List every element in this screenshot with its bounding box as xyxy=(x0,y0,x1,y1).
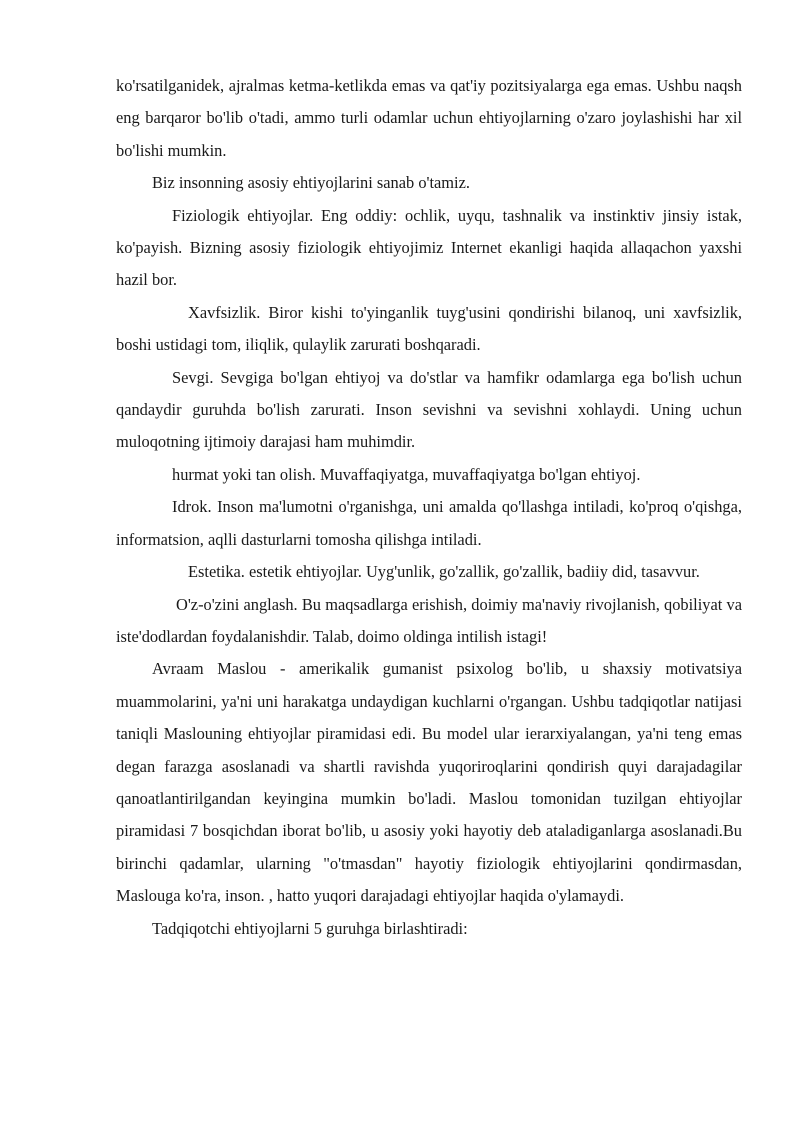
paragraph-five-groups: Tadqiqotchi ehtiyojlarni 5 guruhga birlashtiradi: xyxy=(152,918,468,938)
paragraph-physiological-needs: Fiziologik ehtiyojlar. Eng oddiy: ochlik, uyqu, tashnalik va instinktiv jinsiy istak, ko'payish. Bizning asosiy fiziologik ehtiyojimiz Internet ekanligi haqida allaqachon yaxshi hazil bor. xyxy=(116,205,742,290)
paragraph-self-actualization: O'z-o'zini anglash. Bu maqsadlarga erishish, doimiy ma'naviy rivojlanish, qobiliyat va iste'dodlardan foydalanishdir. Talab, doimo oldinga intilish istagi! xyxy=(116,594,742,646)
paragraph-needs-list-intro: Biz insonning asosiy ehtiyojlarini sanab o'tamiz. xyxy=(152,173,470,193)
paragraph-respect: hurmat yoki tan olish. Muvaffaqiyatga, muvaffaqiyatga bo'lgan ehtiyoj. xyxy=(172,464,641,484)
paragraph-maslow: Avraam Maslou - amerikalik gumanist psixolog bo'lib, u shaxsiy motivatsiya muammolarini, ya'ni uni harakatga undaydigan kuchlarni o'rgangan. Ushbu tadqiqotlar natijasi taniqli Maslouning ehtiyojlar piramidasi edi. Bu model ular ierarxiyalangan, ya'ni teng emas degan farazga asoslanadi va shartli ravishda yuqoriroqlarini qondirish quyi darajadagilar qanoatlantirilgandan keyingina mumkin bo'ladi. Maslou tomonidan tuzilgan ehtiyojlar piramidasi 7 bosqichdan iborat bo'lib, u asosiy yoki hayotiy deb ataladiganlarga asoslanadi.Bu birinchi qadamlar, ularning "o'tmasdan" hayotiy fiziologik ehtiyojlarini qondirmasdan, Maslouga ko'ra, inson. , hatto yuqori darajadagi ehtiyojlar haqida o'ylamaydi. xyxy=(116,659,742,906)
paragraph-aesthetics: Estetika. estetik ehtiyojlar. Uyg'unlik, go'zallik, go'zallik, badiiy did, tasavvur. xyxy=(188,562,700,582)
paragraph-love: Sevgi. Sevgiga bo'lgan ehtiyoj va do'stlar va hamfikr odamlarga ega bo'lish uchun qandaydir guruhda bo'lish zarurati. Inson sevishni va sevishni xohlaydi. Uning uchun muloqotning ijtimoiy darajasi ham muhimdir. xyxy=(116,367,742,452)
document-page xyxy=(116,70,742,945)
paragraph-cognition: Idrok. Inson ma'lumotni o'rganishga, uni amalda qo'llashga intiladi, ko'proq o'qishga, informatsion, aqlli dasturlarni tomosha qilishga intiladi. xyxy=(116,497,742,549)
paragraph-safety: Xavfsizlik. Biror kishi to'yinganlik tuyg'usini qondirishi bilanoq, uni xavfsizlik, boshi ustidagi tom, iliqlik, qulaylik zarurati boshqaradi. xyxy=(116,302,742,355)
paragraph-intro: ko'rsatilganidek, ajralmas ketma-ketlikda emas va qat'iy pozitsiyalarga ega emas. Ushbu naqsh eng barqaror bo'lib o'tadi, ammo turli odamlar uchun ehtiyojlarning o'zaro joylashishi har xil bo'lishi mumkin. xyxy=(116,76,742,160)
